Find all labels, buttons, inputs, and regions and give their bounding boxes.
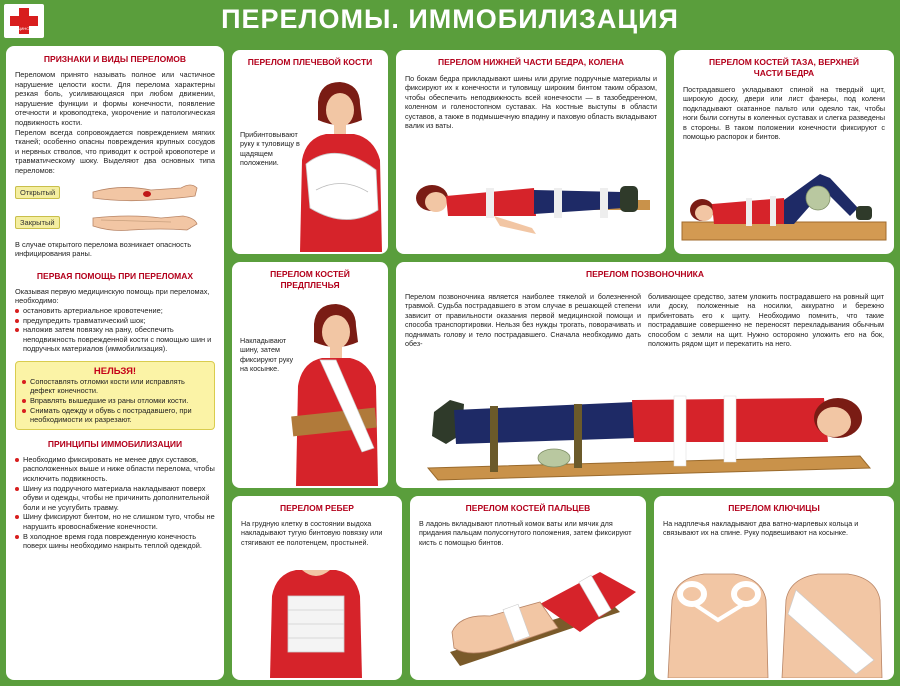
list-item: Сопоставлять отломки кости или исправлять дефект конечности. <box>22 377 208 396</box>
panel-clavicle <box>654 496 894 680</box>
first-aid-title: ПЕРВАЯ ПОМОЩЬ ПРИ ПЕРЕЛОМАХ <box>36 270 194 281</box>
pelvis-immobilization-illustration <box>680 168 890 252</box>
forbidden-title: НЕЛЬЗЯ! <box>93 365 137 377</box>
principles-title: ПРИНЦИПЫ ИММОБИЛИЗАЦИИ <box>47 438 183 449</box>
signs-p1: Переломом принято называть полное или частичное нарушение целости кости. Для перелома характерны резкая боль, усиливающаяся при любом движении, нарушение функции и формы конечности, появление отечности и кровоподтека, укорочение и патологическая подвижность кости. <box>15 70 215 127</box>
spine-text-2: боливающее средство, затем уложить пострадавшего на ровный щит или доску, положенные на носилки, аккуратно и бережно прибинтовать его к щиту. Необходимо помнить, что такие пострадавшие совершенно не переносят перекладывания обычным способом с земли на щит. Нужно осторожно уложить его на бок, положить рядом щит и перекатить на него. <box>648 292 884 349</box>
clavicle-rings-illustration <box>664 570 886 678</box>
panel-humerus <box>232 50 388 254</box>
list-item: Необходимо фиксировать не менее двух суставов, расположенных выше и ниже области перелома, чтобы исключить подвижность. <box>15 455 215 484</box>
panel-pelvis <box>674 50 894 254</box>
humerus-text: Прибинтовывают руку к туловищу в щадящем положении. <box>240 130 300 168</box>
panel-signs <box>6 46 224 680</box>
list-item: наложив затем повязку на рану, обеспечить неподвижность поврежденной кости с помощью шин и подручных материалов (иммобилизация). <box>15 325 215 354</box>
open-fracture-leg-illustration <box>91 178 201 206</box>
panel-spine <box>396 262 894 488</box>
first-aid-list <box>15 306 215 354</box>
forbidden-list <box>22 377 208 425</box>
logo-label: МЕДИЦИНСКАЯ <box>6 26 38 31</box>
humerus-sling-illustration <box>296 80 384 252</box>
first-aid-intro: Оказывая первую медицинскую помощь при переломах, необходимо: <box>15 286 210 306</box>
clavicle-title: ПЕРЕЛОМ КЛЮЧИЦЫ <box>728 503 820 513</box>
list-item: Шину фиксируют бинтом, но не слишком туго, чтобы не нарушить кровоснабжение конечности. <box>15 512 215 531</box>
ribs-text: На грудную клетку в состоянии выдоха накладывают тугую бинтовую повязку или стягивают ее полотенцем, простыней. <box>241 519 383 547</box>
fingers-text: В ладонь вкладывают плотный комок ваты или мячик для придания пальцам полусогнутого положения, затем фиксируют кисть с помощью бинтов. <box>419 519 632 547</box>
forearm-splint-illustration <box>290 302 384 486</box>
closed-fracture-label: Закрытый <box>15 216 60 229</box>
spine-title: ПЕРЕЛОМ ПОЗВОНОЧНИКА <box>585 269 705 279</box>
signs-p2: Перелом всегда сопровождается повреждением мягких тканей; особенно опасны повреждения крупных сосудов и нервных стволов, что приводит к острой кровопотере и травматическому шоку. Выделяют два основных типа переломов: <box>15 127 215 175</box>
spine-text-1: Перелом позвоночника является наиболее тяжелой и болезненной травмой. Судьба пострадавшего в этом случае в решающей степени зависит от правильности оказания первой медицинской помощи и способа транспортировки. Нельзя без нужды трогать, поворачивать и поднимать голову и тело пострадавшего. Сначала необходимо дать обез- <box>405 292 641 349</box>
femur-splint-illustration <box>404 168 658 252</box>
ribs-title: ПЕРЕЛОМ РЕБЕР <box>280 503 354 513</box>
panel-forearm <box>232 262 388 488</box>
panel-ribs <box>232 496 402 680</box>
fingers-splint-illustration <box>440 562 640 676</box>
open-fracture-label: Открытый <box>15 186 60 199</box>
list-item: Снимать одежду и обувь с пострадавшего, при необходимости их разрезают. <box>22 406 208 425</box>
fingers-title: ПЕРЕЛОМ КОСТЕЙ ПАЛЬЦЕВ <box>465 503 591 513</box>
list-item: остановить артериальное кровотечение; <box>15 306 215 316</box>
closed-fracture-arm-illustration <box>91 208 201 236</box>
list-item: Шину из подручного материала накладывают поверх обуви и одежды, чтобы не причинить дополнительной боли и не усугубить травму. <box>15 484 215 513</box>
femur-text: По бокам бедра прикладывают шины или другие подручные материалы и фиксируют их к конечности и туловищу широким бинтом таким образом, чтобы обеспечить неподвижность всей конечности — в тазобедренном, коленном и голеностопном суставах. На костные выступы в области суставов, а также в подмышечную впадину и паховую область вкладывают валик из ваты. <box>405 74 657 131</box>
list-item: предупредить травматический шок; <box>15 316 215 326</box>
panel-fingers <box>410 496 646 680</box>
ribs-bandage-illustration <box>266 566 366 678</box>
panel-femur <box>396 50 666 254</box>
header <box>0 0 900 42</box>
pelvis-text: Пострадавшего укладывают спиной на твердый щит, широкую доску, двери или лист фанеры, под колени подкладывают скатанное пальто или одеяло так, чтобы ноги были согнуты в коленных суставах и слегка разведены в стороны. В таком положении конечности фиксируют с помощью распорок и бинтов. <box>683 85 885 142</box>
femur-title: ПЕРЕЛОМ НИЖНЕЙ ЧАСТИ БЕДРА, КОЛЕНА <box>438 57 624 67</box>
forbidden-box <box>15 361 215 430</box>
forearm-title: ПЕРЕЛОМ КОСТЕЙ ПРЕДПЛЕЧЬЯ <box>270 269 350 290</box>
list-item: В холодное время года поврежденную конечность поверх шины необходимо накрыть теплой одеждой. <box>15 532 215 551</box>
page-title: ПЕРЕЛОМЫ. ИММОБИЛИЗАЦИЯ <box>221 4 679 34</box>
clavicle-text: На надплечья накладывают два ватно-марлевых кольца и связывают их на спине. Руку подвешивают на косынке. <box>663 519 859 538</box>
forearm-text: Накладывают шину, затем фиксируют руку на косынке. <box>240 336 294 374</box>
fracture-types <box>15 176 215 240</box>
list-item: Вправлять вышедшие из раны отломки кости. <box>22 396 208 406</box>
signs-p3: В случае открытого перелома возникает опасность инфицирования раны. <box>15 239 192 259</box>
spine-board-illustration <box>424 380 884 484</box>
principles-list <box>15 455 215 551</box>
humerus-title: ПЕРЕЛОМ ПЛЕЧЕВОЙ КОСТИ <box>247 57 373 67</box>
signs-title: ПРИЗНАКИ И ВИДЫ ПЕРЕЛОМОВ <box>43 54 187 64</box>
pelvis-title: ПЕРЕЛОМ КОСТЕЙ ТАЗА, ВЕРХНЕЙ ЧАСТИ БЕДРА <box>709 57 859 78</box>
